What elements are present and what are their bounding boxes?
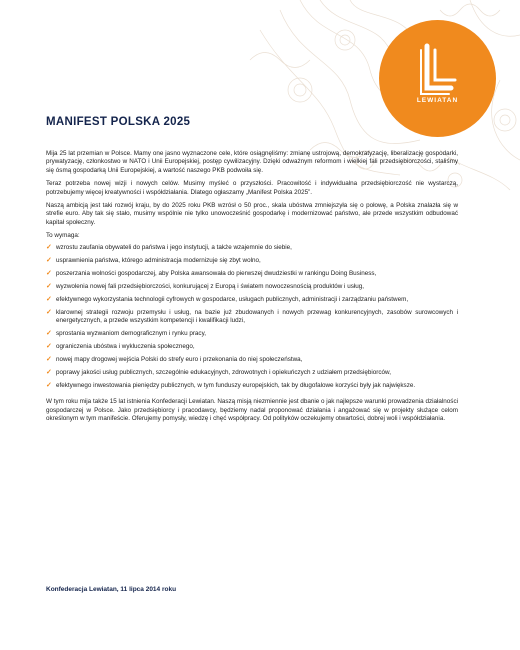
- manifest-body: [46, 150, 458, 429]
- page-title: MANIFEST POLSKA 2025: [46, 116, 191, 128]
- check-icon: ✓: [46, 295, 52, 303]
- check-icon: ✓: [46, 243, 52, 251]
- check-icon: ✓: [46, 369, 52, 377]
- paragraph: Teraz potrzeba nowej wizji i nowych celów. Musimy myśleć o przyszłości. Pracowitość i indywidualna przedsiębiorczość nie wystarczą, potrzebujemy więcej kreatywności i współdziałania. Dlatego ogłaszamy „Manifest Polska 2025”.: [46, 180, 458, 196]
- check-icon: ✓: [46, 356, 52, 364]
- lewiatan-logo: [379, 20, 496, 137]
- signature: Konfederacja Lewiatan, 11 lipca 2014 roku: [46, 586, 177, 593]
- list-item: ✓ poprawy jakości usług publicznych, szczególnie edukacyjnych, zdrowotnych i opiekuńczych z udziałem przedsiębiorców,: [46, 369, 391, 377]
- logo-wordmark: LEWIATAN: [416, 97, 459, 104]
- list-item: ✓ wyzwolenia nowej fali przedsiębiorczości, konkurującej z Europą i światem nowoczesnością produktów i usług,: [46, 282, 364, 290]
- list-item: ✓ sprostania wyzwaniom demograficznym i rynku pracy,: [46, 330, 207, 338]
- list-item: ✓ efektywnego inwestowania pieniędzy publicznych, w tym funduszy europejskich, tak by długofalowe korzyści były jak największe.: [46, 382, 416, 390]
- paragraph: Mija 25 lat przemian w Polsce. Mamy one jasno wyznaczone cele, które osiągnęliśmy: zmianę ustrojową, demokratyzację, liberalizację gospodarki, prywatyzację, członkostwo w NATO i Unii Europejskiej, postęp cywilizacyjny. Dzięki odważnym reformom i wielkiej fali przedsiębiorczości, staliśmy się ósmą gospodarką Unii Europejskiej, a wartość naszego PKB podwoiła się.: [46, 150, 458, 174]
- demands-lead: To wymaga:: [46, 232, 80, 240]
- check-icon: ✓: [46, 308, 52, 316]
- check-icon: ✓: [46, 382, 52, 390]
- check-icon: ✓: [46, 330, 52, 338]
- check-icon: ✓: [46, 282, 52, 290]
- paragraph: Naszą ambicją jest taki rozwój kraju, by do 2025 roku PKB wzrósł o 50 proc., skala ubóstwa zmniejszyła się o połowę, a Polska znalazła się w strefie euro. Aby tak się stało, musimy wspólnie nie tylko unowocześnić gospodarkę i modernizować państwo, ale przede wszystkim odbudować kapitał społeczny.: [46, 202, 458, 226]
- list-item: ✓ usprawnienia państwa, którego administracja modernizuje się zbyt wolno,: [46, 256, 261, 264]
- check-icon: ✓: [46, 256, 52, 264]
- demands-list: [46, 244, 458, 391]
- closing-paragraph: W tym roku mija także 15 lat istnienia Konfederacji Lewiatan. Naszą misją niezmiennie jest dbanie o jak najlepsze warunki prowadzenia działalności gospodarczej w Polsce. Jako przedsiębiorcy i pracodawcy, będziemy nadal proponować działania i angażować się w projekty służące celom określonym w tym manifeście. Oferujemy pomysły, wiedzę i chęć współpracy. Od polityków oczekujemy otwartości, dobrej woli i współdziałania.: [46, 398, 458, 423]
- list-item: ✓ nowej mapy drogowej wejścia Polski do strefy euro i przekonania do niej społeczeństwa,: [46, 356, 303, 364]
- list-item: ✓ wzrostu zaufania obywateli do państwa i jego instytucji, a także wzajemnie do siebie,: [46, 243, 292, 251]
- check-icon: ✓: [46, 269, 52, 277]
- list-item: ✓ klarownej strategii rozwoju przemysłu i usług, na bazie już zbudowanych i nowych przewag konkurencyjnych, zasobów surowcowych i energetycznych, a przede wszystkim kompetencji i kwalifikacji ludzi,: [46, 308, 458, 325]
- list-item: ✓ ograniczenia ubóstwa i wykluczenia społecznego,: [46, 343, 195, 351]
- check-icon: ✓: [46, 343, 52, 351]
- lewiatan-l-mark-icon: [379, 20, 496, 137]
- list-item: ✓ poszerzania wolności gospodarczej, aby Polska awansowała do pierwszej dwudziestki w rankingu Doing Business,: [46, 269, 377, 277]
- list-item: ✓ efektywnego wykorzystania technologii cyfrowych w gospodarce, usługach publicznych, administracji i zarządzaniu państwem,: [46, 295, 409, 303]
